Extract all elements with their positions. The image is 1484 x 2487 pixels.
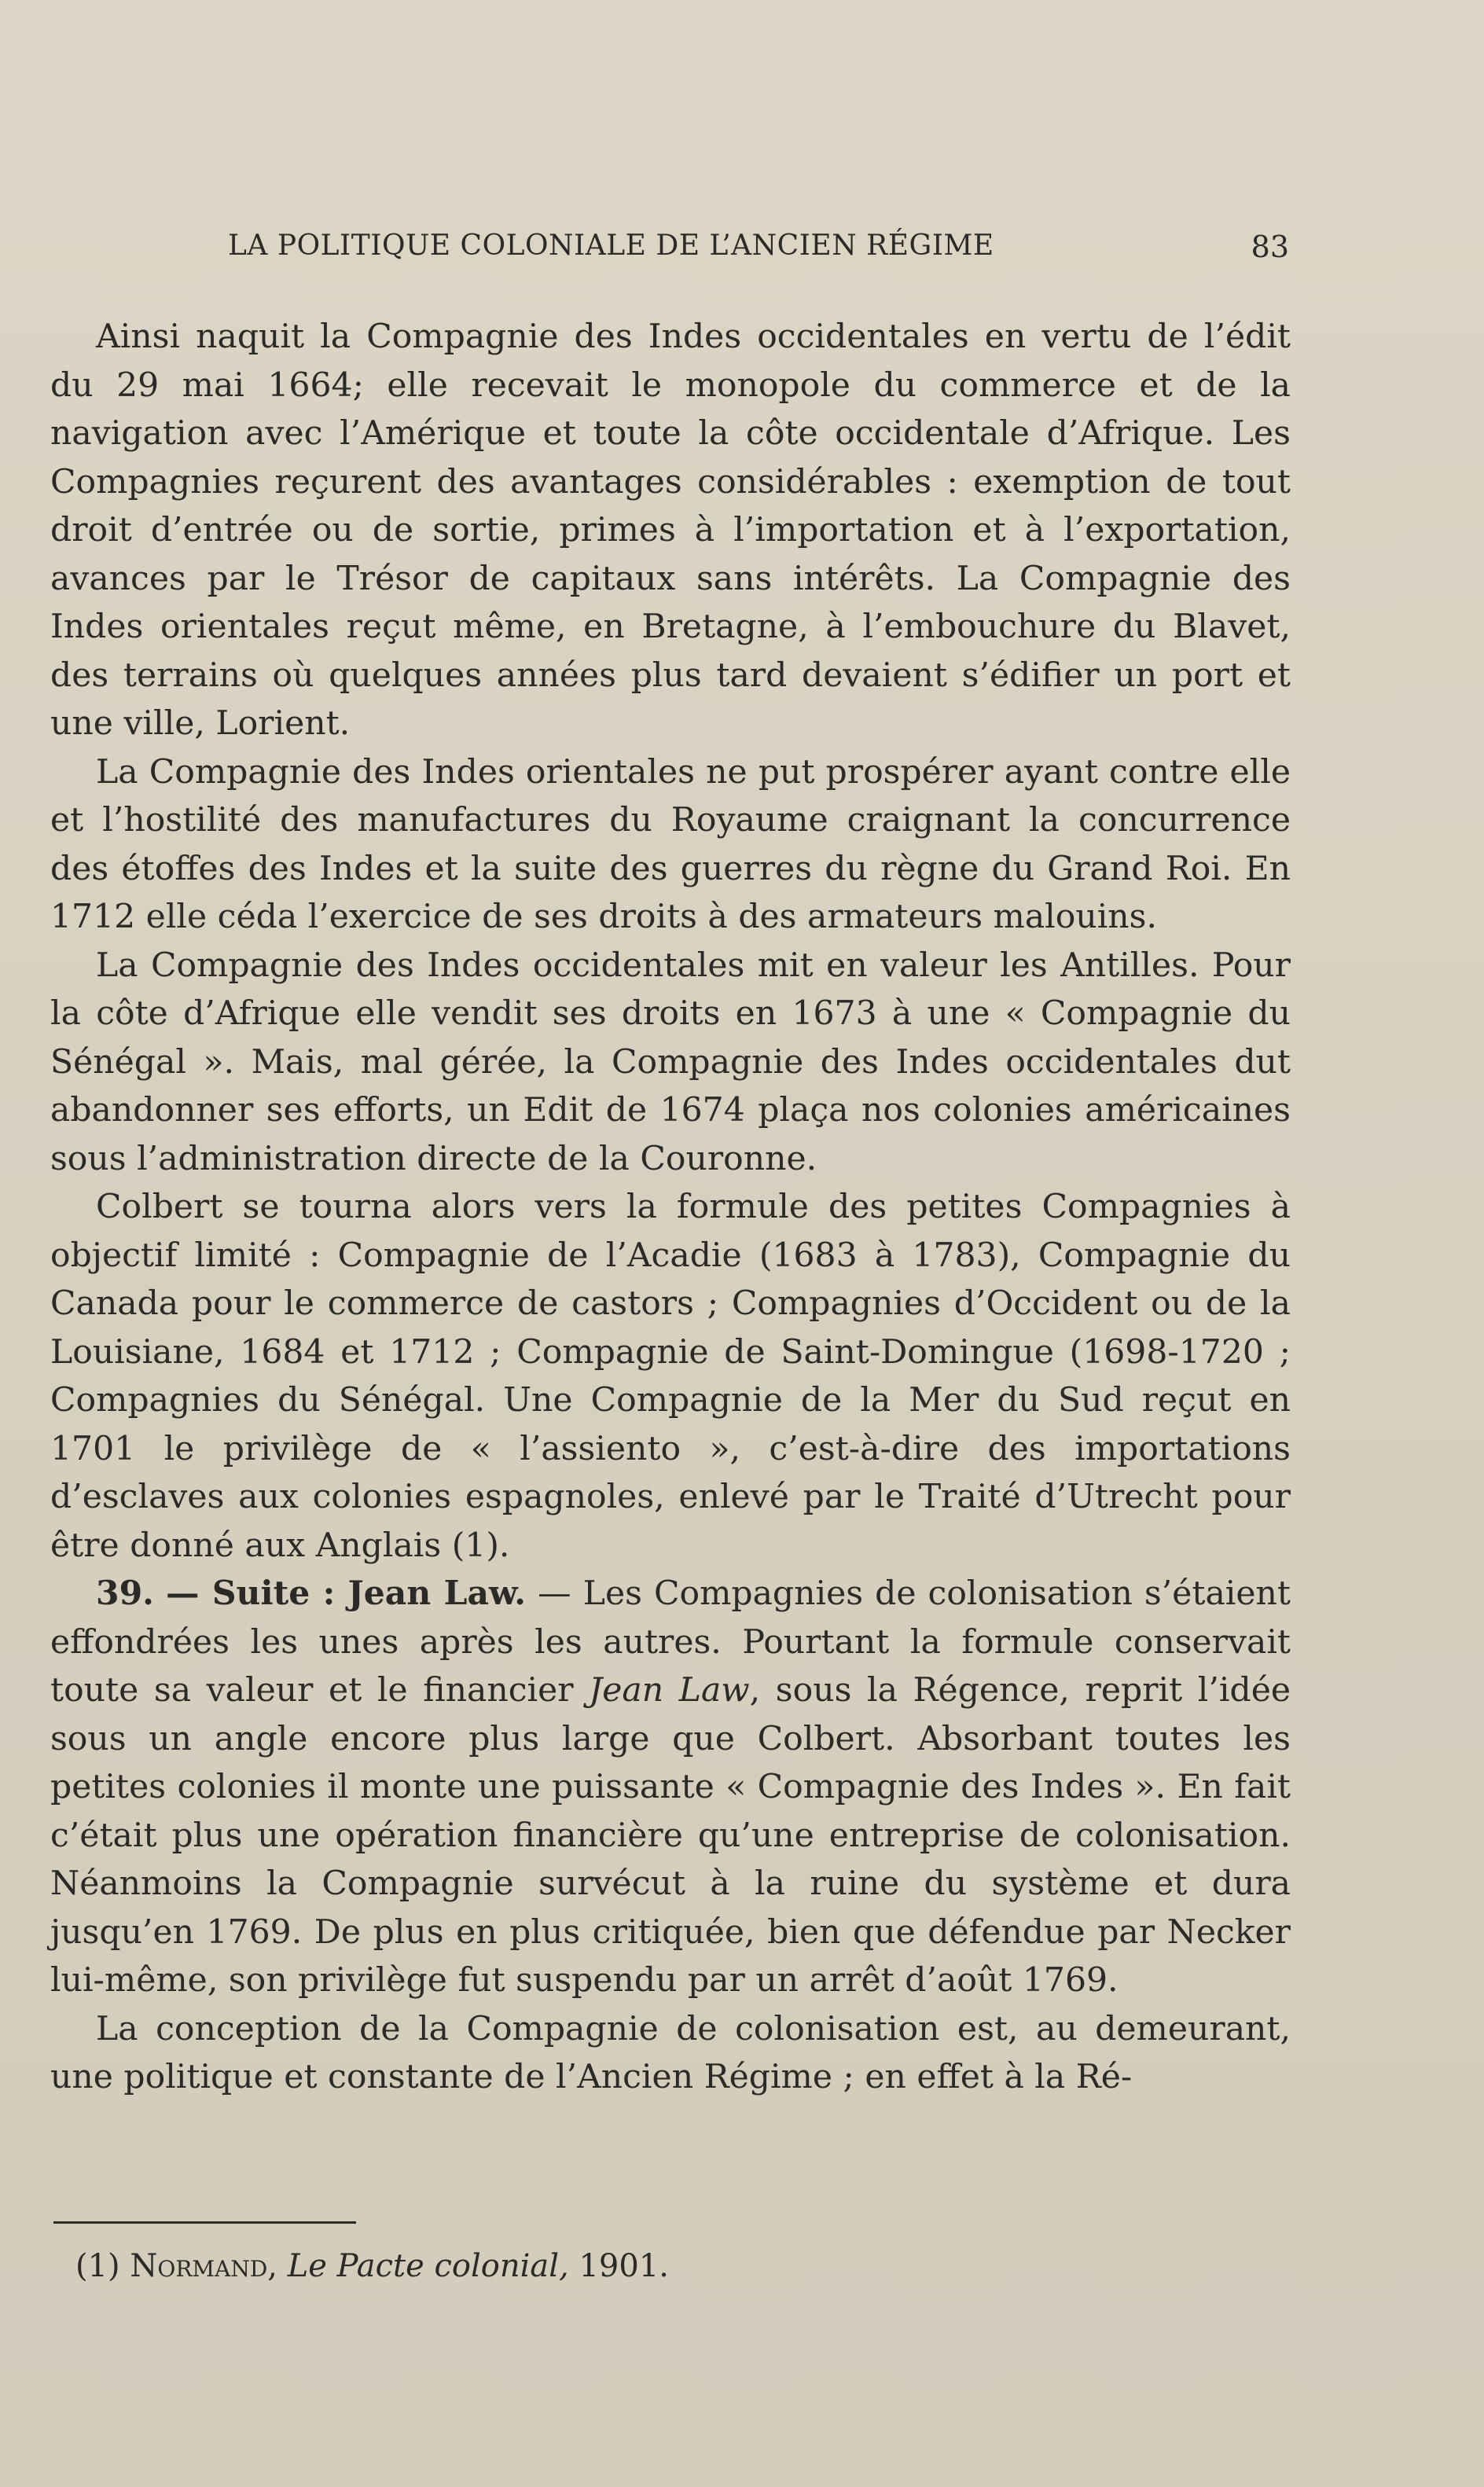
paragraph: La conception de la Compagnie de colonisation est, au demeurant, une politique et constante de l’Ancien Régime ; en effet à la Ré- [50, 2009, 1291, 2096]
paragraph: Ainsi naquit la Compagnie des Indes occidentales en vertu de l’édit du 29 mai 1664; elle recevait le monopole du commerce et de la navigation avec l’Amérique et toute la côte occidentale d’Afrique. Les Compagnies reçurent des avantages considérables : exemption de tout droit d’entrée ou de sortie, primes à l’importation et à l’exportation, avances par le Trésor de capitaux sans intérêts. La Compagnie des Indes orientales reçut même, en Bretagne, à l’embouchure du Blavet, des terrains où quelques années plus tard devaient s’édifier un port et une ville, Lorient. [50, 318, 1291, 743]
footnote-number: (1) [75, 2248, 120, 2284]
paragraph-text: , sous la Régence, reprit l’idée sous un angle encore plus large que Colbert. Absorbant toutes les petites colonies il monte une puissante « Compagnie des Indes ». En fait c’était plus une opération financière qu’une entreprise de colonisation. Néanmoins la Compagnie survécut à la ruine du système et dura jusqu’en 1769. De plus en plus critiquée, bien que défendue par Necker lui-même, son privilège fut suspendu par un arrêt d’août 1769. [50, 1671, 1291, 2000]
footnote-separator [53, 2221, 356, 2224]
section-heading: — Suite : Jean Law. [166, 1574, 527, 1613]
person-name: Jean Law [589, 1671, 750, 1710]
footnote [75, 2248, 669, 2284]
footnote-title: Le Pacte colonial, [287, 2248, 569, 2284]
paragraph: La Compagnie des Indes orientales ne put prospérer ayant contre elle et l’hostilité des manufactures du Royaume craignant la concurrence des étoffes des Indes et la suite des guerres du règne du Grand Roi. En 1712 elle céda l’exercice de ses droits à des armateurs malouins. [50, 752, 1291, 936]
section-paragraph [50, 1570, 1291, 2005]
paragraph: La Compagnie des Indes occidentales mit en valeur les Antilles. Pour la côte d’Afrique elle vendit ses droits en 1673 à une « Compagnie du Sénégal ». Mais, mal gérée, la Compagnie des Indes occidentales dut abandonner ses efforts, un Edit de 1674 plaça nos colonies américaines sous l’administration directe de la Couronne. [50, 946, 1291, 1178]
paragraph-text: — Les Compagnies de colonisation s’étaient effondrées les unes après les autres. Pourtant la formule conservait toute sa valeur et le financier [50, 1574, 1291, 1710]
paragraph: Colbert se tourna alors vers la formule des petites Compagnies à objectif limité : Compagnie de l’Acadie (1683 à 1783), Compagnie du Canada pour le commerce de castors ; Compagnies d’Occident ou de la Louisiane, 1684 et 1712 ; Compagnie de Saint-Domingue (1698-1720 ; Compagnies du Sénégal. Une Compagnie de la Mer du Sud reçut en 1701 le privilège de « l’assiento », c’est-à-dire des importations d’esclaves aux colonies espagnoles, enlevé par le Traité d’Utrecht pour être donné aux Anglais (1). [50, 1188, 1291, 1565]
running-title: LA POLITIQUE COLONIALE DE L’ANCIEN RÉGIME [228, 230, 994, 262]
footnote-author: Normand, [130, 2248, 277, 2284]
body-text [50, 313, 1291, 2102]
page-number: 83 [1251, 230, 1289, 264]
section-number: 39. [96, 1574, 154, 1613]
page-header [228, 230, 1289, 277]
footnote-year: 1901. [579, 2248, 669, 2284]
